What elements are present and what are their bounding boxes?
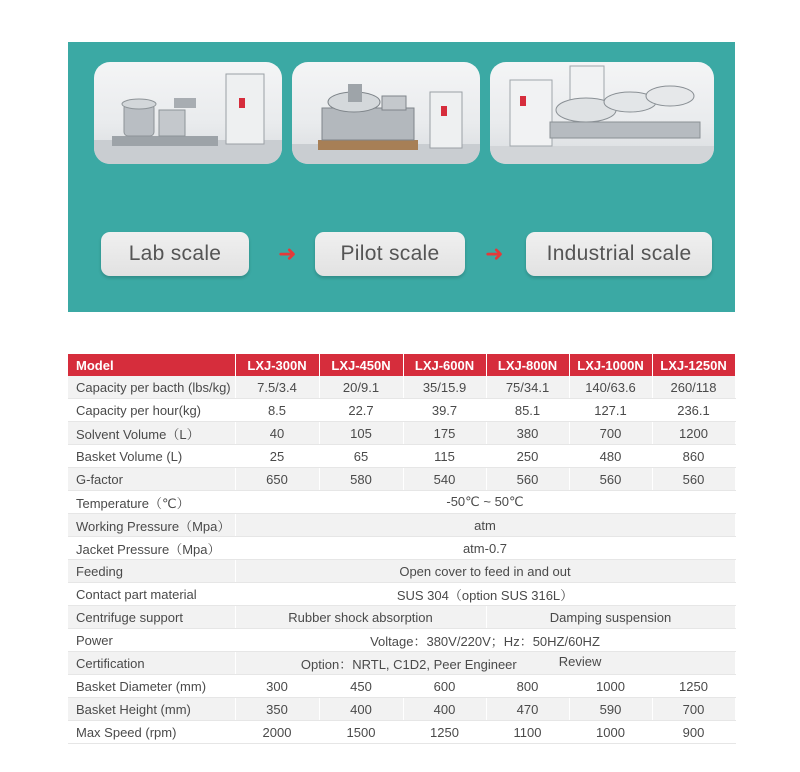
table-row — [68, 422, 735, 445]
header-cell: LXJ-600N — [403, 354, 486, 376]
table-header-row — [68, 354, 735, 376]
table-cell: 600 — [403, 675, 486, 698]
row-label: Feeding — [68, 560, 235, 583]
table-row — [68, 514, 735, 537]
row-label: Solvent Volume（L） — [68, 422, 235, 445]
table-cell: 470 — [486, 698, 569, 721]
table-cell: 1250 — [652, 675, 735, 698]
table-cell: 400 — [403, 698, 486, 721]
table-cell: 380 — [486, 422, 569, 445]
header-cell: LXJ-1250N — [652, 354, 735, 376]
row-label: Max Speed (rpm) — [68, 721, 235, 744]
row-label: G-factor — [68, 468, 235, 491]
row-label: Temperature（℃） — [68, 491, 235, 514]
arrow-right-icon: ➜ — [485, 241, 504, 266]
table-cell: Open cover to feed in and out — [235, 560, 735, 583]
industrial-scale-photo — [490, 62, 714, 164]
table-row — [68, 376, 735, 399]
header-cell: LXJ-450N — [319, 354, 403, 376]
certification-review: Review — [558, 653, 602, 669]
table-cell: 900 — [652, 721, 735, 744]
table-cell: 1000 — [569, 721, 652, 744]
table-cell: 140/63.6 — [569, 376, 652, 399]
certification-option: Option：NRTL, C1D2, Peer Engineer — [300, 656, 517, 672]
table-row — [68, 445, 735, 468]
table-cell — [235, 652, 735, 675]
table-cell: 1500 — [319, 721, 403, 744]
table-row — [68, 606, 735, 629]
row-label: Jacket Pressure（Mpa） — [68, 537, 235, 560]
row-label: Basket Height (mm) — [68, 698, 235, 721]
header-cell: LXJ-1000N — [569, 354, 652, 376]
arrow-right-icon: ➜ — [278, 241, 297, 266]
table-cell: 105 — [319, 422, 403, 445]
table-row — [68, 583, 735, 606]
row-label: Contact part material — [68, 583, 235, 606]
table-row — [68, 560, 735, 583]
table-cell: 250 — [486, 445, 569, 468]
table-cell: 39.7 — [403, 399, 486, 422]
table-cell: 260/118 — [652, 376, 735, 399]
header-cell: Model — [68, 354, 235, 376]
table-cell: 400 — [319, 698, 403, 721]
industrial-scale-button[interactable]: Industrial scale — [526, 232, 712, 276]
table-cell: 1000 — [569, 675, 652, 698]
lab-scale-photo — [94, 62, 282, 164]
table-row — [68, 491, 735, 514]
table-cell: 1250 — [403, 721, 486, 744]
table-row — [68, 721, 735, 744]
table-cell: 1100 — [486, 721, 569, 744]
table-cell: 22.7 — [319, 399, 403, 422]
table-cell: 650 — [235, 468, 319, 491]
row-label: Basket Volume (L) — [68, 445, 235, 468]
table-row — [68, 537, 735, 560]
table-row — [68, 399, 735, 422]
table-cell: 560 — [652, 468, 735, 491]
table-cell: 700 — [569, 422, 652, 445]
table-cell: 25 — [235, 445, 319, 468]
table-cell: Rubber shock absorption — [235, 606, 486, 629]
table-cell: 700 — [652, 698, 735, 721]
row-label: Working Pressure（Mpa） — [68, 514, 235, 537]
header-cell: LXJ-300N — [235, 354, 319, 376]
row-label: Centrifuge support — [68, 606, 235, 629]
table-cell: 450 — [319, 675, 403, 698]
table-cell: 560 — [569, 468, 652, 491]
pilot-scale-photo — [292, 62, 480, 164]
table-cell: 590 — [569, 698, 652, 721]
table-cell: Damping suspension — [486, 606, 735, 629]
table-cell: SUS 304（option SUS 316L） — [235, 583, 735, 606]
table-cell: 35/15.9 — [403, 376, 486, 399]
table-cell: 236.1 — [652, 399, 735, 422]
table-row — [68, 629, 735, 652]
table-cell: 115 — [403, 445, 486, 468]
table-cell: -50℃ ~ 50℃ — [235, 491, 735, 514]
table-cell: 860 — [652, 445, 735, 468]
row-label: Power — [68, 629, 235, 652]
table-cell: 75/34.1 — [486, 376, 569, 399]
table-row — [68, 698, 735, 721]
table-cell: atm-0.7 — [235, 537, 735, 560]
table-cell: 40 — [235, 422, 319, 445]
row-label: Certification — [68, 652, 235, 675]
table-cell: atm — [235, 514, 735, 537]
lab-scale-button[interactable]: Lab scale — [101, 232, 249, 276]
table-cell: 1200 — [652, 422, 735, 445]
table-cell: 540 — [403, 468, 486, 491]
table-cell: 560 — [486, 468, 569, 491]
table-cell: 175 — [403, 422, 486, 445]
table-cell: 300 — [235, 675, 319, 698]
table-cell: 350 — [235, 698, 319, 721]
row-label: Basket Diameter (mm) — [68, 675, 235, 698]
table-cell: 65 — [319, 445, 403, 468]
row-label: Capacity per bacth (lbs/kg) — [68, 376, 235, 399]
table-row — [68, 652, 735, 675]
table-cell: 580 — [319, 468, 403, 491]
table-cell: 8.5 — [235, 399, 319, 422]
table-row — [68, 675, 735, 698]
pilot-scale-button[interactable]: Pilot scale — [315, 232, 465, 276]
spec-table — [68, 354, 736, 744]
table-cell: 2000 — [235, 721, 319, 744]
table-cell: 800 — [486, 675, 569, 698]
row-label: Capacity per hour(kg) — [68, 399, 235, 422]
table-cell: 480 — [569, 445, 652, 468]
table-row — [68, 468, 735, 491]
table-cell: Voltage：380V/220V；Hz：50HZ/60HZ — [235, 629, 735, 652]
table-cell: 85.1 — [486, 399, 569, 422]
table-cell: 20/9.1 — [319, 376, 403, 399]
header-cell: LXJ-800N — [486, 354, 569, 376]
table-cell: 7.5/3.4 — [235, 376, 319, 399]
table-cell: 127.1 — [569, 399, 652, 422]
